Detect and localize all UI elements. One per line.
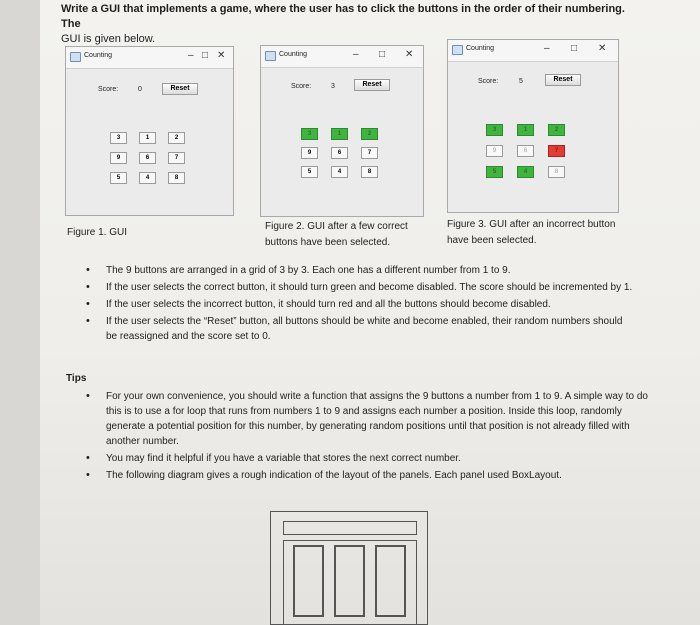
maximize-icon[interactable]: □: [571, 43, 578, 54]
score-value: 5: [519, 78, 523, 85]
layout-diagram: [270, 511, 428, 625]
column-box: [334, 545, 365, 617]
counting-window-figure2: [260, 45, 424, 217]
window-title: Counting: [466, 45, 495, 52]
number-button[interactable]: 5: [110, 172, 127, 184]
number-button[interactable]: 8: [548, 166, 565, 178]
window-title: Counting: [84, 52, 113, 59]
score-label: Score:: [98, 86, 119, 93]
question-title-line: Write a GUI that implements a game, where the user has to click the buttons in the order of their numbering. The: [61, 3, 625, 30]
figure2-caption: [265, 219, 408, 251]
score-value: 3: [331, 83, 335, 90]
number-button[interactable]: 2: [168, 132, 185, 144]
list-item: • The 9 buttons are arranged in a grid of 3 by 3. Each one has a different number from 1 to 9.: [86, 263, 636, 278]
column-box: [293, 545, 324, 617]
score-label: Score:: [478, 78, 499, 85]
top-panel-box: [283, 521, 417, 535]
number-button[interactable]: 6: [139, 152, 156, 164]
title-bar: [448, 40, 618, 62]
number-button[interactable]: 8: [168, 172, 185, 184]
minimize-icon[interactable]: –: [188, 50, 194, 61]
number-button[interactable]: 9: [110, 152, 127, 164]
tips-heading: Tips: [66, 373, 87, 384]
number-button[interactable]: 1: [331, 128, 348, 140]
number-button[interactable]: 4: [139, 172, 156, 184]
figure3-caption: [447, 217, 615, 249]
reset-button[interactable]: Reset: [162, 83, 198, 95]
java-app-icon: [452, 45, 463, 55]
title-bar: [66, 47, 233, 69]
number-button[interactable]: 6: [517, 145, 534, 157]
list-item: • If the user selects the incorrect button, it should turn red and all the buttons should become disabled.: [86, 297, 636, 312]
close-icon[interactable]: ✕: [598, 43, 607, 54]
reset-button[interactable]: Reset: [545, 74, 581, 86]
number-button[interactable]: 3: [110, 132, 127, 144]
java-app-icon: [70, 52, 81, 62]
number-button[interactable]: 3: [486, 124, 503, 136]
number-button[interactable]: 1: [139, 132, 156, 144]
list-item: • The following diagram gives a rough indication of the layout of the panels. Each panel used BoxLayout.: [86, 468, 664, 483]
figure3-caption-line1: Figure 3. GUI after an incorrect button: [447, 219, 616, 230]
number-button[interactable]: 5: [301, 166, 318, 178]
score-label: Score:: [291, 83, 312, 90]
list-item: • For your own convenience, you should write a function that assigns the 9 buttons a number from 1 to 9. A simple way to do this is to use a for loop that runs from numbers 1 to 9 and assigns each number a position. Inside this loop, randomly generate a potential position for this number, by generating random positions until that position is not already filled with another number.: [86, 389, 664, 449]
figure3-caption-line2: have been selected.: [447, 235, 537, 246]
question-subtitle: GUI is given below.: [61, 33, 156, 45]
counting-window-figure1: [65, 46, 234, 216]
number-button[interactable]: 4: [517, 166, 534, 178]
score-value: 0: [138, 86, 142, 93]
close-icon[interactable]: ✕: [405, 49, 414, 60]
number-button[interactable]: 3: [301, 128, 318, 140]
counting-window-figure3: [447, 39, 619, 213]
number-button[interactable]: 2: [361, 128, 378, 140]
tips-list: [86, 389, 664, 485]
number-button[interactable]: 7: [168, 152, 185, 164]
list-item: • You may find it helpful if you have a variable that stores the next correct number.: [86, 451, 664, 466]
number-button[interactable]: 1: [517, 124, 534, 136]
number-button[interactable]: 7: [548, 145, 565, 157]
close-icon[interactable]: ✕: [217, 50, 226, 61]
title-bar: [261, 46, 423, 68]
reset-button[interactable]: Reset: [354, 79, 390, 91]
list-item: • If the user selects the correct button, it should turn green and become disabled. The score should be incremented by 1.: [86, 280, 636, 295]
number-button[interactable]: 9: [301, 147, 318, 159]
number-button[interactable]: 9: [486, 145, 503, 157]
minimize-icon[interactable]: –: [353, 49, 359, 60]
number-button[interactable]: 4: [331, 166, 348, 178]
number-button[interactable]: 2: [548, 124, 565, 136]
minimize-icon[interactable]: –: [544, 43, 550, 54]
number-button[interactable]: 8: [361, 166, 378, 178]
window-title: Counting: [279, 51, 308, 58]
figure1-caption: Figure 1. GUI: [67, 227, 128, 238]
figure2-caption-line2: buttons have been selected.: [265, 237, 391, 248]
number-button[interactable]: 5: [486, 166, 503, 178]
list-item: • If the user selects the “Reset” button, all buttons should be white and become enabled, their random numbers should be reassigned and the score set to 0.: [86, 314, 636, 344]
number-button[interactable]: 6: [331, 147, 348, 159]
maximize-icon[interactable]: □: [379, 49, 386, 60]
requirements-list: [86, 263, 636, 346]
column-box: [375, 545, 406, 617]
java-app-icon: [265, 51, 276, 61]
maximize-icon[interactable]: □: [202, 50, 209, 61]
number-button[interactable]: 7: [361, 147, 378, 159]
figure2-caption-line1: Figure 2. GUI after a few correct: [265, 221, 408, 232]
